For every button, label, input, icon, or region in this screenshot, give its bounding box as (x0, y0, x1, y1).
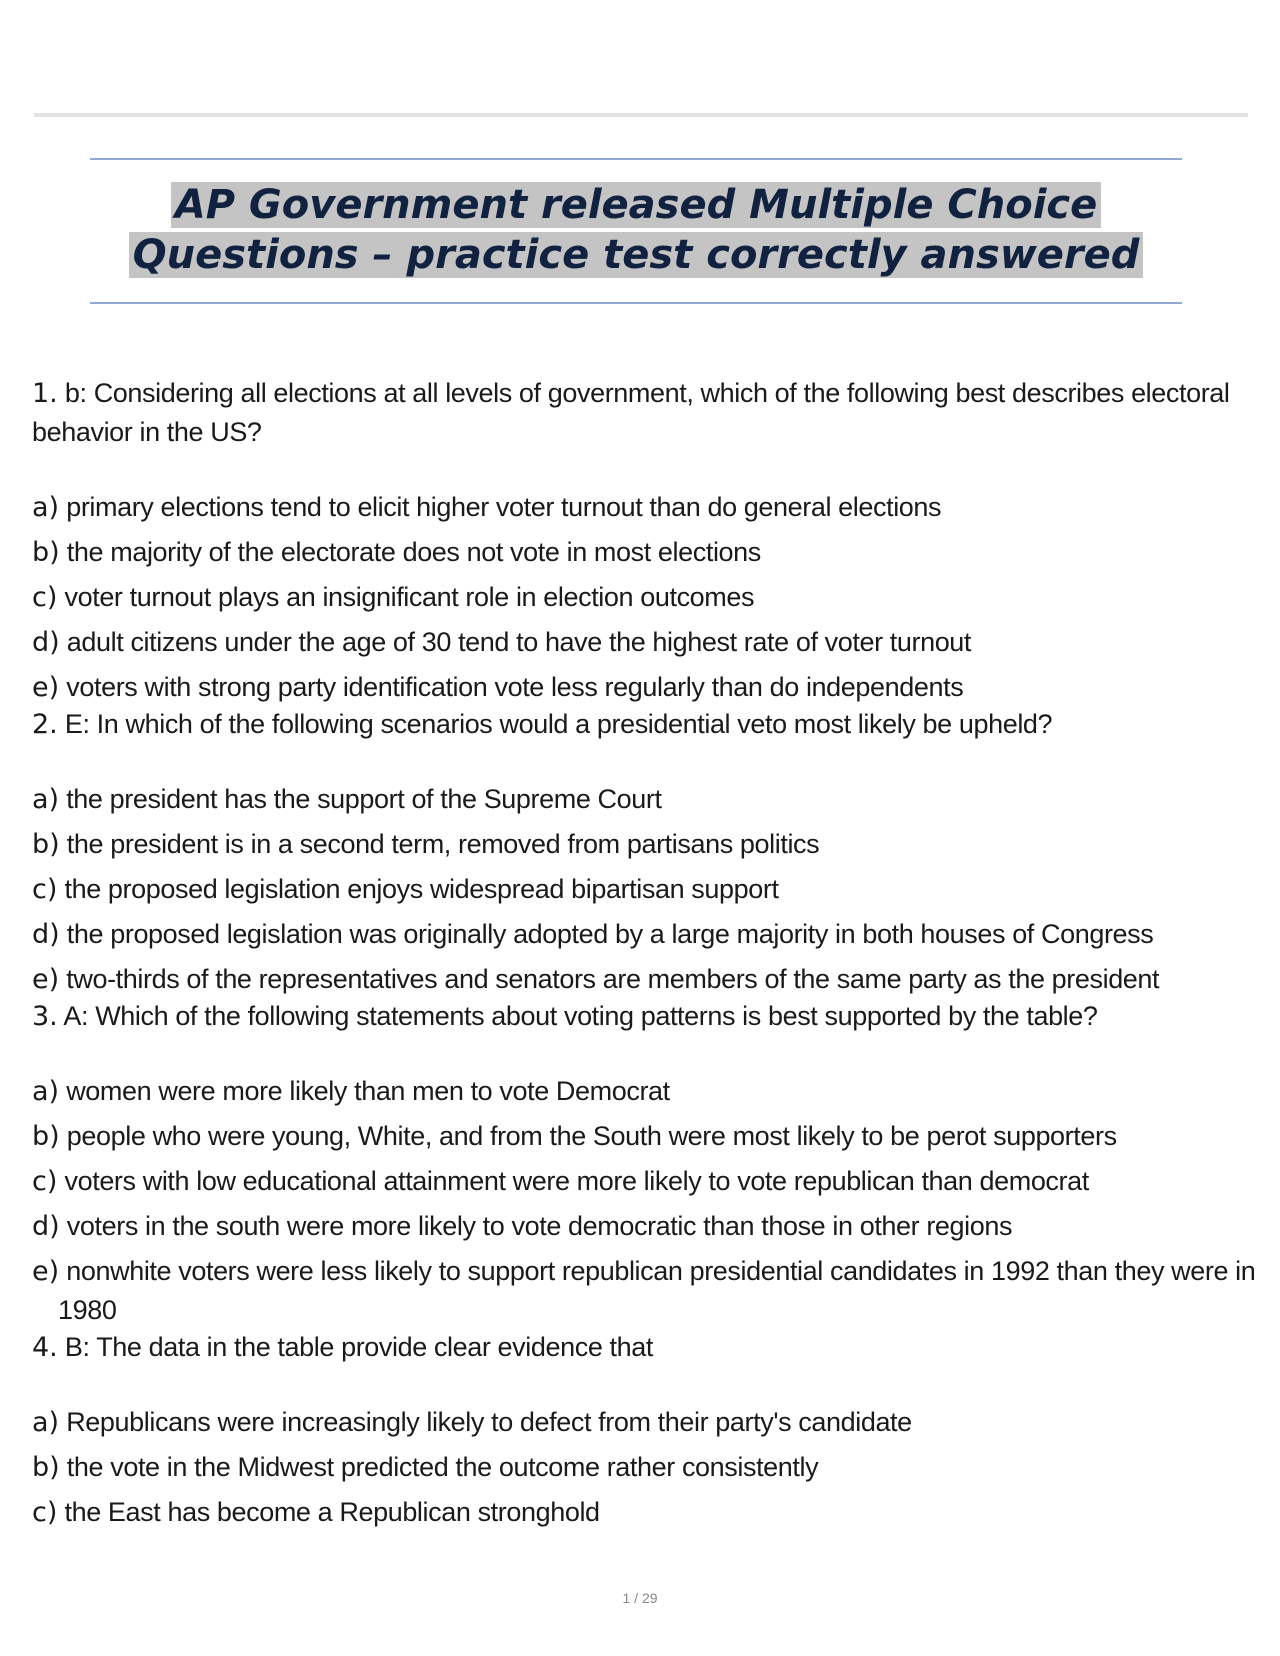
question-number: 4. (32, 1332, 58, 1363)
option-b: b) the majority of the electorate does not vote in most elections (32, 537, 761, 568)
question-4 (32, 1328, 1272, 1532)
top-divider (34, 113, 1248, 117)
option-b: b) people who were young, White, and from the South were most likely to be perot supporters (32, 1121, 1117, 1152)
option-list (32, 1403, 1272, 1532)
option-d: d) adult citizens under the age of 30 tend to have the highest rate of voter turnout (32, 627, 972, 658)
option-c: c) the proposed legislation enjoys widespread bipartisan support (32, 874, 779, 905)
question-text: 1. b: Considering all elections at all levels of government, which of the following best describes electoral behavior in the US? (32, 378, 1230, 447)
option-a: a) the president has the support of the Supreme Court (32, 784, 662, 815)
option-a: a) Republicans were increasingly likely to defect from their party's candidate (32, 1407, 912, 1438)
option-e: e) nonwhite voters were less likely to support republican presidential candidates in 1992 than they were in 1980 (32, 1256, 1256, 1325)
title-line-2: Questions – practice test correctly answered (129, 232, 1144, 278)
option-c: c) the East has become a Republican stronghold (32, 1497, 600, 1528)
question-text: 4. B: The data in the table provide clear evidence that (32, 1332, 653, 1363)
option-c: c) voter turnout plays an insignificant role in election outcomes (32, 582, 755, 613)
option-d: d) the proposed legislation was originally adopted by a large majority in both houses of Congress (32, 919, 1154, 950)
question-1 (32, 374, 1272, 707)
question-number: 1. (32, 378, 58, 409)
question-number: 2. (32, 709, 58, 740)
option-d: d) voters in the south were more likely to vote democratic than those in other regions (32, 1211, 1013, 1242)
option-c: c) voters with low educational attainment were more likely to vote republican than democrat (32, 1166, 1089, 1197)
question-number: 3. (32, 1001, 58, 1032)
question-list (32, 374, 1272, 1538)
option-b: b) the vote in the Midwest predicted the outcome rather consistently (32, 1452, 819, 1483)
question-text: 3. A: Which of the following statements about voting patterns is best supported by the table? (32, 1001, 1098, 1032)
option-e: e) voters with strong party identification vote less regularly than do independents (32, 672, 964, 703)
title-block (90, 158, 1182, 304)
option-e: e) two-thirds of the representatives and senators are members of the same party as the president (32, 964, 1160, 995)
option-list (32, 1072, 1272, 1330)
option-list (32, 780, 1272, 999)
option-a: a) primary elections tend to elicit higher voter turnout than do general elections (32, 492, 942, 523)
option-b: b) the president is in a second term, removed from partisans politics (32, 829, 820, 860)
question-text: 2. E: In which of the following scenarios would a presidential veto most likely be upheld? (32, 709, 1053, 740)
page-indicator: 1 / 29 (622, 1590, 658, 1606)
question-3 (32, 997, 1272, 1330)
document-title (90, 180, 1182, 280)
title-line-1: AP Government released Multiple Choice (171, 182, 1102, 228)
option-a: a) women were more likely than men to vote Democrat (32, 1076, 670, 1107)
option-list (32, 488, 1272, 707)
question-2 (32, 705, 1272, 999)
